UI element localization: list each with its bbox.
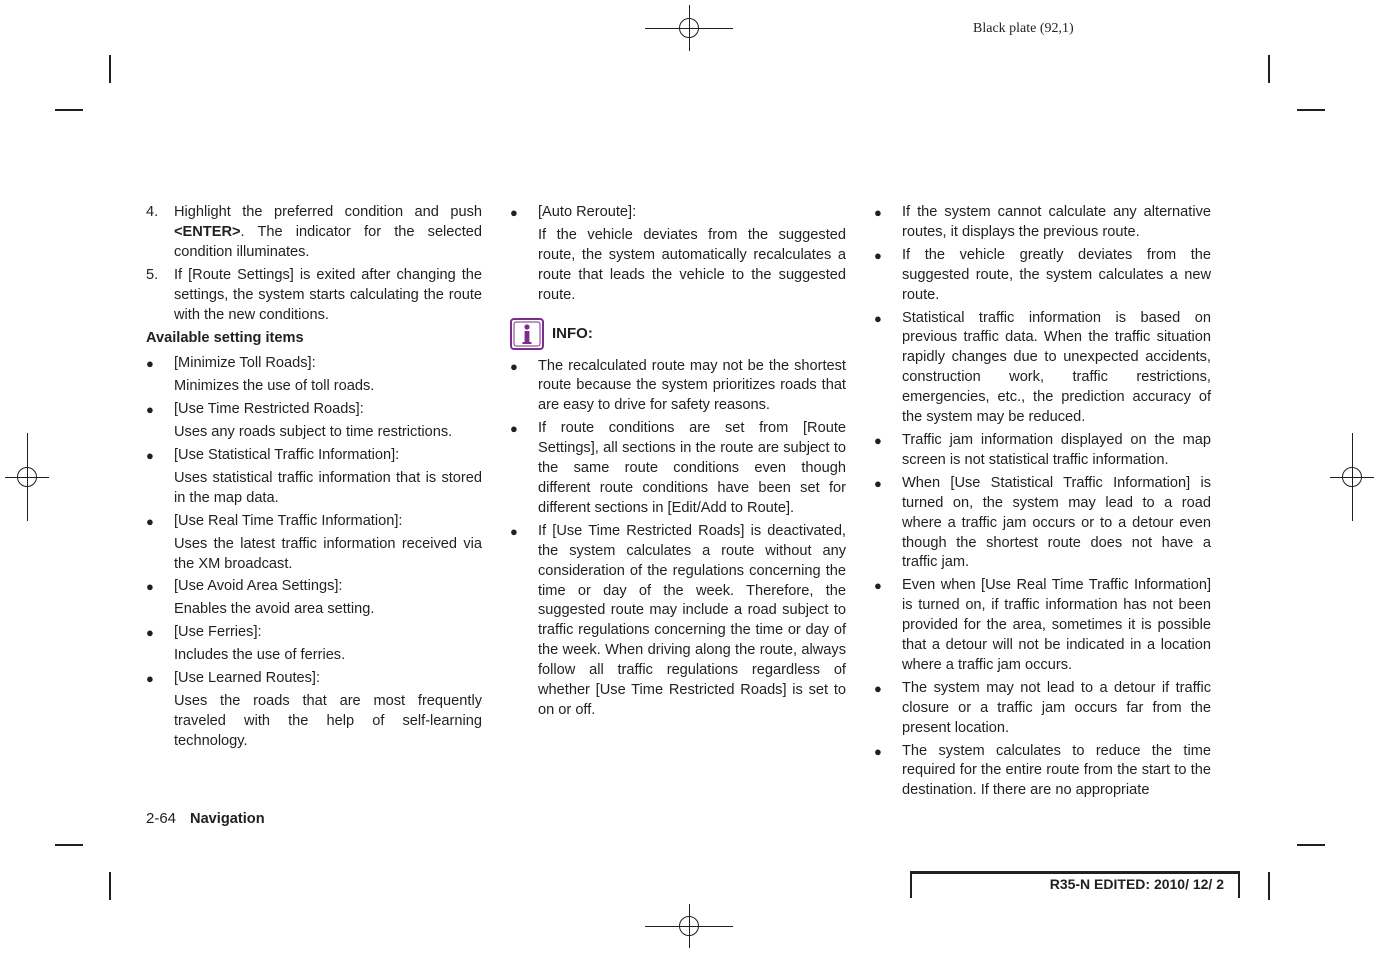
crosshair-top-circle xyxy=(679,18,699,38)
step-text: If [Route Settings] is exited after changing the settings, the system starts calculating the route with the new conditions. xyxy=(174,266,482,323)
enter-key-label: <ENTER> xyxy=(174,223,241,240)
bullet-icon: ● xyxy=(874,205,882,220)
info-heading xyxy=(510,318,846,350)
trim-tl-h xyxy=(55,109,83,111)
item-description: Minimizes the use of toll roads. xyxy=(174,378,375,395)
bullet-icon: ● xyxy=(510,421,518,437)
info-list xyxy=(510,357,846,721)
notes-list xyxy=(874,203,1211,801)
section-heading: Available setting items xyxy=(146,330,304,347)
bullet-icon: ● xyxy=(510,205,518,220)
info-icon xyxy=(510,318,544,350)
item-label: [Use Real Time Traffic Information]: xyxy=(174,512,403,529)
item-description: Enables the avoid area setting. xyxy=(174,601,375,618)
bullet-icon: ● xyxy=(510,358,518,374)
step-number: 4. xyxy=(146,204,159,220)
item-description: Uses any roads subject to time restrictions. xyxy=(174,424,453,441)
bullet-icon: ● xyxy=(146,513,154,529)
page-footer xyxy=(146,810,265,827)
item-label: [Use Learned Routes]: xyxy=(174,670,321,687)
bullet-icon: ● xyxy=(510,523,518,539)
trim-bl-v xyxy=(109,872,111,900)
trim-bl-h xyxy=(55,844,83,846)
info-label: INFO: xyxy=(552,324,593,342)
bullet-icon: ● xyxy=(146,356,154,372)
item-description: Includes the use of ferries. xyxy=(174,647,346,664)
list-item xyxy=(146,354,482,374)
crosshair-bottom-circle xyxy=(679,916,699,936)
trim-tr-h xyxy=(1297,109,1325,111)
column-1 xyxy=(146,203,482,755)
item-label: [Use Ferries]: xyxy=(174,624,262,641)
bullet-icon: ● xyxy=(146,625,154,641)
bullet-icon: ● xyxy=(146,447,154,463)
bullet-icon: ● xyxy=(874,247,882,263)
bullet-icon: ● xyxy=(874,680,882,696)
bullet-icon: ● xyxy=(146,671,154,687)
item-text: The recalculated route may not be the shortest route because the system prioritizes roads that are easy to drive for safety reasons. xyxy=(538,357,846,414)
item-description: Uses statistical traffic information that is stored in the map data. xyxy=(174,469,482,506)
setting-items-list xyxy=(146,354,482,751)
item-description: Uses the latest traffic information received via the XM broadcast. xyxy=(174,535,482,572)
numbered-step-4 xyxy=(146,203,482,263)
list-item xyxy=(874,246,1211,306)
bullet-icon: ● xyxy=(874,475,882,491)
item-text: If the vehicle greatly deviates from the suggested route, the system calculates a new route. xyxy=(902,246,1211,303)
item-label: [Use Statistical Traffic Information]: xyxy=(174,446,400,463)
trim-br-v xyxy=(1268,872,1270,900)
list-item xyxy=(874,576,1211,676)
list-item xyxy=(146,577,482,597)
list-item xyxy=(146,512,482,532)
item-text: If the system cannot calculate any alternative routes, it displays the previous route. xyxy=(902,204,1211,240)
bullet-icon: ● xyxy=(874,578,882,594)
item-description: Uses the roads that are most frequently traveled with the help of self-learning technology. xyxy=(174,692,482,749)
list-item xyxy=(874,431,1211,471)
column-3 xyxy=(874,203,1211,804)
bullet-icon: ● xyxy=(874,743,882,759)
item-text: If [Use Time Restricted Roads] is deactivated, the system calculates a route without any consideration of the regulations concerning the time or day of the week. Therefore, the suggested route may include a road subject to traffic regulations concerning the time or day of the week. When driving along the route, always follow all traffic regulations regardless of whether [Use Time Restricted Roads] is set to on or off. xyxy=(538,522,846,718)
list-item xyxy=(874,474,1211,574)
item-label: [Auto Reroute]: xyxy=(538,204,637,220)
edited-label: R35-N EDITED: 2010/ 12/ 2 xyxy=(1049,876,1224,892)
item-text: The system may not lead to a detour if traffic closure or a traffic jam occurs far from the present location. xyxy=(902,679,1211,736)
list-item xyxy=(874,679,1211,739)
step-text-pre: Highlight the preferred condition and push xyxy=(174,204,482,220)
list-item xyxy=(146,400,482,420)
bullet-icon: ● xyxy=(874,310,882,326)
step-text-post: . The indicator for the selected condition illuminates. xyxy=(174,223,482,260)
item-description xyxy=(510,226,846,306)
list-item xyxy=(146,623,482,643)
list-item xyxy=(146,669,482,689)
item-label: [Minimize Toll Roads]: xyxy=(174,355,316,372)
item-label: [Use Time Restricted Roads]: xyxy=(174,401,364,418)
item-text: The system calculates to reduce the time required for the entire route from the start to the destination. If there are no appropriate xyxy=(902,742,1211,799)
list-item xyxy=(510,357,846,417)
item-text: Even when [Use Real Time Traffic Information] is turned on, if traffic information has not been provided for the area, sometimes it is possible that a detour will not be indicated in a location where a traffic jam occurs. xyxy=(902,577,1211,673)
bullet-icon: ● xyxy=(146,579,154,595)
step-number: 5. xyxy=(146,266,159,283)
numbered-step-5 xyxy=(146,266,482,326)
list-item xyxy=(510,522,846,721)
list-item xyxy=(874,309,1211,428)
bullet-icon: ● xyxy=(874,432,882,448)
list-item-auto-reroute xyxy=(510,203,846,223)
list-item xyxy=(874,742,1211,802)
item-text: Traffic jam information displayed on the map screen is not statistical traffic information. xyxy=(902,431,1211,468)
item-text: If route conditions are set from [Route Settings], all sections in the route are subject to the same route conditions even though different route conditions have been set for different sections in [Edit/Add to Route]. xyxy=(538,420,846,516)
trim-tl-v xyxy=(109,55,111,83)
item-text: When [Use Statistical Traffic Information] is turned on, the system may lead to a road where a traffic jam occurs or to a detour even though the shortest route does not have a traffic jam. xyxy=(902,474,1211,571)
list-item xyxy=(874,203,1211,243)
plate-label: Black plate (92,1) xyxy=(973,21,1074,36)
list-item xyxy=(146,446,482,466)
crosshair-right-circle xyxy=(1342,467,1362,487)
item-text: Statistical traffic information is based on previous traffic data. When the traffic situation rapidly changes due to unexpected accidents, construction work, traffic restrictions, emergencies, etc., the prediction accuracy of the system may be reduced. xyxy=(902,309,1211,426)
list-item xyxy=(510,419,846,519)
column-2 xyxy=(510,203,846,724)
crosshair-left-circle xyxy=(17,467,37,487)
edited-box xyxy=(910,871,1240,898)
page-number: 2-64 xyxy=(146,810,177,827)
item-label: [Use Avoid Area Settings]: xyxy=(174,578,343,595)
section-name: Navigation xyxy=(190,811,265,827)
item-desc-text: If the vehicle deviates from the suggested route, the system automatically recalculates a route that leads the vehicle to the suggested route. xyxy=(538,226,846,303)
bullet-icon: ● xyxy=(146,402,154,418)
trim-br-h xyxy=(1297,844,1325,846)
trim-tr-v xyxy=(1268,55,1270,83)
